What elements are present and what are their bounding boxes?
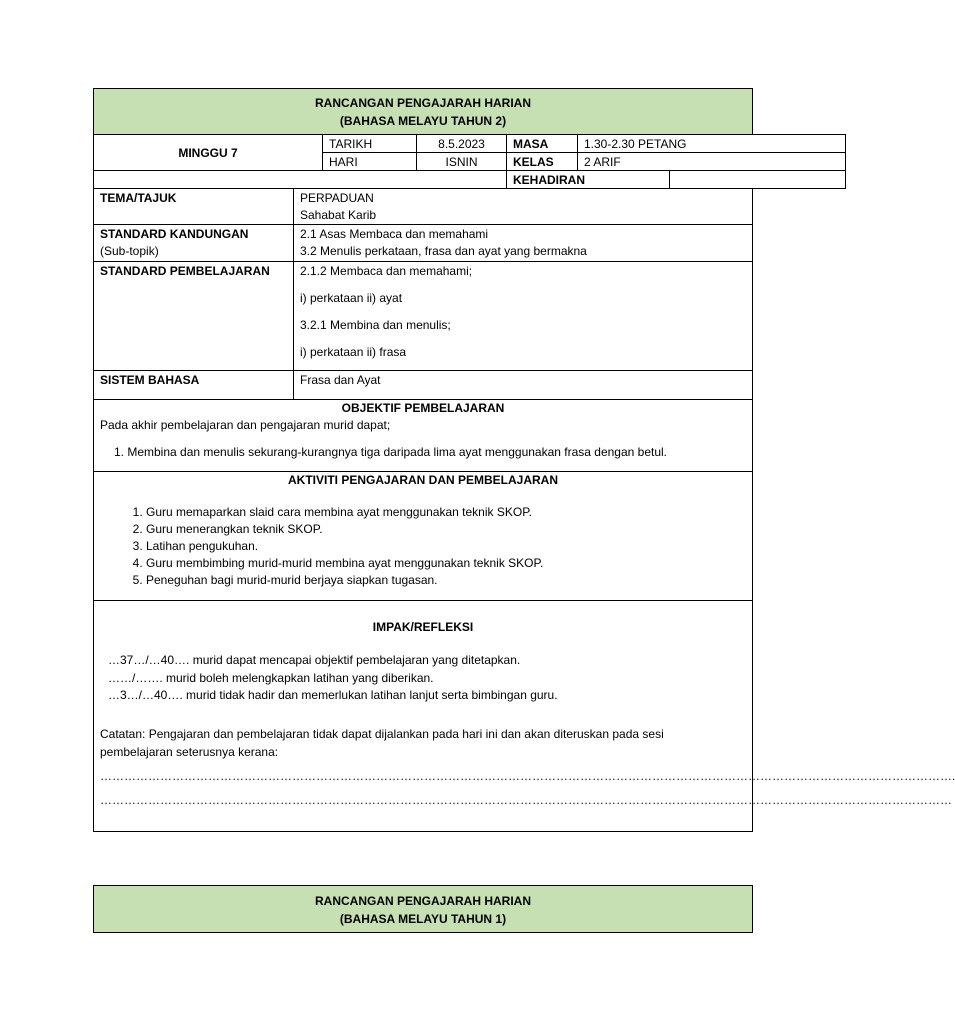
sk-label-line-2: (Sub-topik) [100, 244, 159, 258]
impak-line-2: ……/……. murid boleh melengkapkan latihan yang diberikan. [108, 670, 434, 685]
sp-row [93, 261, 753, 371]
kelas-value: 2 ARIF [578, 153, 846, 171]
tarikh-value: 8.5.2023 [417, 135, 507, 153]
objektif-item: 1. Membina dan menulis sekurang-kurangnya tiga daripada lima ayat menggunakan frasa dengan betul. [114, 445, 668, 459]
aktiviti-list [94, 504, 752, 589]
impak-section [93, 600, 955, 832]
sk-line-1: 2.1 Asas Membaca dan memahami [300, 227, 489, 241]
sk-label-line-1: STANDARD KANDUNGAN [100, 227, 249, 241]
aktiviti-item: 5. Peneguhan bagi murid-murid berjaya siapkan tugasan. [146, 572, 752, 589]
plan-subtitle-2: (BAHASA MELAYU TAHUN 1) [339, 912, 507, 926]
hari-label: HARI [323, 153, 417, 171]
sk-row [93, 224, 753, 262]
sb-row [93, 370, 753, 400]
kehadiran-label: KEHADIRAN [507, 171, 670, 189]
tema-value [294, 189, 752, 224]
sp-line-4: i) perkataan ii) frasa [300, 345, 407, 359]
tema-line-2: Sahabat Karib [300, 208, 377, 222]
masa-value: 1.30-2.30 PETANG [578, 135, 846, 153]
masa-label: MASA [507, 135, 578, 153]
aktiviti-item: 3. Latihan pengukuhan. [146, 538, 752, 555]
sb-value: Frasa dan Ayat [300, 373, 381, 387]
minggu-cell: MINGGU 7 [94, 135, 323, 171]
impak-line-1: …37…/…40…. murid dapat mencapai objektif pembelajaran yang ditetapkan. [108, 653, 521, 667]
sb-label: SISTEM BAHASA [94, 371, 294, 399]
tarikh-label: TARIKH [323, 135, 417, 153]
sp-value [294, 262, 752, 370]
sk-label [94, 225, 294, 261]
dotted-line-2: …………………………………………………………………………………………………………………………………………………………………………………………… [100, 792, 952, 807]
sp-label: STANDARD PEMBELAJARAN [94, 262, 294, 370]
catatan [100, 725, 746, 761]
plan-title-2: RANCANGAN PENGAJARAH HARIAN [314, 894, 531, 908]
impak-results [100, 652, 746, 705]
plan-subtitle: (BAHASA MELAYU TAHUN 2) [339, 114, 507, 128]
aktiviti-item: 4. Guru membimbing murid-murid membina ayat menggunakan teknik SKOP. [146, 555, 752, 572]
sp-line-2: i) perkataan ii) ayat [300, 291, 403, 305]
tema-label: TEMA/TAJUK [94, 189, 294, 224]
objektif-section [93, 399, 753, 472]
impak-line-3: …3…/…40…. murid tidak hadir dan memerlukan latihan lanjut serta bimbingan guru. [108, 688, 558, 702]
meta-table [93, 134, 846, 189]
tema-line-1: PERPADUAN [300, 191, 374, 205]
aktiviti-item: 1. Guru memaparkan slaid cara membina ayat menggunakan teknik SKOP. [146, 504, 752, 521]
dotted-line-1: ……………………………………………………………………………………………………………………………………………………………………………………………. [100, 768, 955, 783]
empty-cell [94, 171, 507, 189]
plan-header-2 [93, 885, 753, 933]
sk-line-2: 3.2 Menulis perkataan, frasa dan ayat yang bermakna [300, 244, 587, 258]
impak-title: IMPAK/REFLEKSI [372, 620, 474, 634]
kelas-label: KELAS [507, 153, 578, 171]
catatan-line-2: pembelajaran seterusnya kerana: [100, 744, 279, 759]
catatan-line-1: Catatan: Pengajaran dan pembelajaran tidak dapat dijalankan pada hari ini dan akan diteruskan pada sesi [100, 726, 664, 741]
aktiviti-section [93, 471, 753, 601]
tema-row [93, 188, 753, 225]
plan-header-1 [93, 88, 753, 135]
plan-title: RANCANGAN PENGAJARAH HARIAN [314, 96, 531, 110]
sk-value [294, 225, 752, 261]
aktiviti-item: 2. Guru menerangkan teknik SKOP. [146, 521, 752, 538]
sp-line-1: 2.1.2 Membaca dan memahami; [300, 264, 473, 278]
aktiviti-title: AKTIVITI PENGAJARAN DAN PEMBELAJARAN [287, 473, 559, 487]
objektif-title: OBJEKTIF PEMBELAJARAN [341, 401, 505, 415]
hari-value: ISNIN [417, 153, 507, 171]
kehadiran-value [670, 171, 846, 189]
sp-line-3: 3.2.1 Membina dan menulis; [300, 318, 451, 332]
objektif-intro: Pada akhir pembelajaran dan pengajaran murid dapat; [100, 418, 391, 432]
